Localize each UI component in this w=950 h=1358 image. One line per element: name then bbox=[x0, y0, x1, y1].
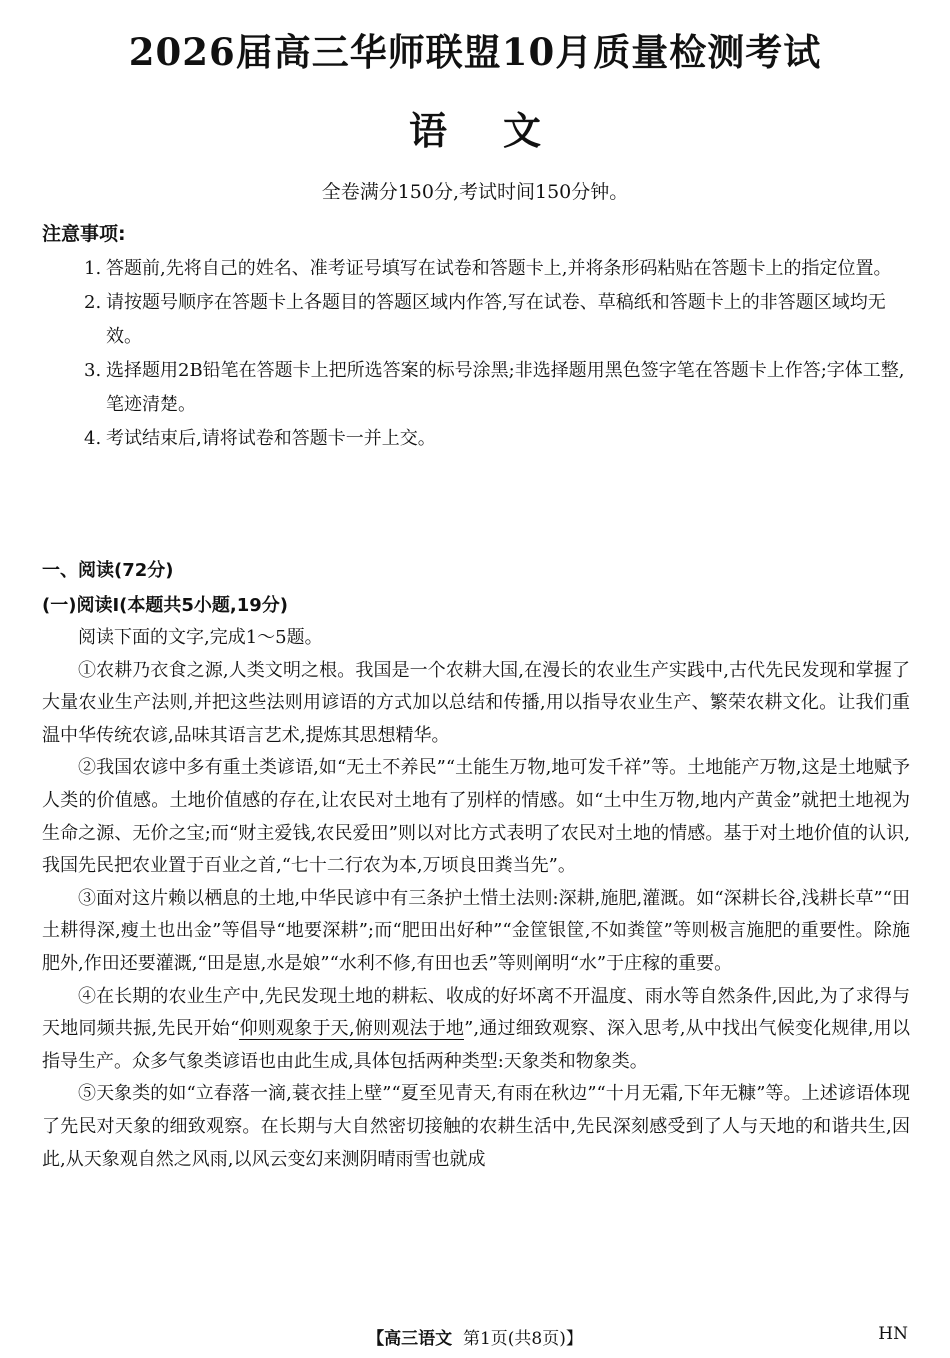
subject-char-2: 文 bbox=[503, 109, 542, 153]
reading-instruction: 阅读下面的文字,完成1～5题。 bbox=[78, 627, 323, 648]
passage-paragraph: ②我国农谚中多有重土类谚语,如“无土不养民”“土能生万物,地可发千祥”等。土地能产万物,这是土地赋予人类的价值感。土地价值感的存在,让农民对土地有了别样的情感。如“土中生万物,地内产黄金”就把土地视为生命之源、无价之宝;而“财主爱钱,农民爱田”则以对比方式表明了农民对土地的情感。基于对土地价值的认识,我国先民把农业置于百业之首,“七十二行农为本,万顷良田粪当先”。 bbox=[42, 757, 910, 877]
notice-item-text: 考试结束后,请将试卷和答题卡一并上交。 bbox=[106, 428, 436, 449]
passage-paragraph: ③面对这片赖以栖息的土地,中华民谚中有三条护土惜土法则:深耕,施肥,灌溉。如“深耕长谷,浅耕长草”“田土耕得深,瘦土也出金”等倡导“地要深耕”;而“肥田出好种”“金筐银筐,不如粪筐”等则极言施肥的重要性。除施肥外,作田还要灌溉,“田是崽,水是娘”“水利不修,有田也丢”等则阐明“水”于庄稼的重要。 bbox=[42, 887, 910, 974]
paragraph-text: ”,通过细致观察、深入思考,从中找出气候变化规律,用以指导生产。众多气象类谚语也由此生成,具体包括两种类型:天象类和物象类。 bbox=[42, 1018, 910, 1072]
region-code: HN bbox=[878, 1324, 908, 1344]
subject-char-1: 语 bbox=[408, 109, 447, 153]
reading-passage bbox=[42, 622, 910, 1176]
notice-list bbox=[84, 252, 914, 456]
exam-title: 2026届高三华师联盟10月质量检测考试 bbox=[128, 30, 822, 74]
score-line: 全卷满分150分,考试时间150分钟。 bbox=[321, 181, 629, 203]
notice-item-number: 1. bbox=[84, 258, 102, 279]
notice-item-number: 3. bbox=[84, 360, 102, 381]
paragraph-text: ④在长期的农业生产中,先民发现土地的耕耘、收成的好坏离不开温度、雨水等自然条件,因此,为了求得与天地同频共振,先民开始“ bbox=[42, 985, 910, 1040]
passage-paragraph: ①农耕乃衣食之源,人类文明之根。我国是一个农耕大国,在漫长的农业生产实践中,古代先民发现和掌握了大量农业生产法则,并把这些法则用谚语的方式加以总结和传播,用以指导农业生产、繁荣农耕文化。让我们重温中华传统农谚,品味其语言艺术,提炼其思想精华。 bbox=[42, 659, 910, 746]
footer-label: 【高三语文 bbox=[367, 1329, 453, 1349]
part-title: 一、阅读(72分) bbox=[42, 560, 174, 581]
passage-paragraph bbox=[42, 981, 910, 1079]
notice-item-number: 2. bbox=[84, 292, 102, 313]
notice-item bbox=[84, 286, 914, 354]
notice-item bbox=[84, 252, 914, 286]
notice-item bbox=[84, 354, 914, 422]
underlined-quote: 仰则观象于天,俯则观法于地 bbox=[239, 1018, 465, 1040]
page-footer bbox=[0, 1324, 950, 1349]
notice-heading: 注意事项: bbox=[42, 223, 126, 245]
notice-item-text: 请按题号顺序在答题卡上各题目的答题区域内作答,写在试卷、草稿纸和答题卡上的非答题区域均无效。 bbox=[106, 292, 886, 347]
footer-page-number: 第1页(共8页)】 bbox=[462, 1329, 583, 1349]
notice-item-text: 选择题用2B铅笔在答题卡上把所选答案的标号涂黑;非选择题用黑色签字笔在答题卡上作答;字体工整,笔迹清楚。 bbox=[106, 360, 905, 415]
section-title: (一)阅读Ⅰ(本题共5小题,19分) bbox=[42, 595, 289, 616]
subject-title bbox=[0, 100, 950, 155]
notice-item bbox=[84, 422, 914, 456]
passage-paragraph: ⑤天象类的如“立春落一滴,蓑衣挂上壁”“夏至见青天,有雨在秋边”“十月无霜,下年无糠”等。上述谚语体现了先民对天象的细致观察。在长期与大自然密切接触的农耕生活中,先民深刻感受到了人与天地的和谐共生,因此,从天象观自然之风雨,以风云变幻来测阴晴雨雪也就成 bbox=[42, 1083, 910, 1170]
notice-item-number: 4. bbox=[84, 428, 102, 449]
notice-item-text: 答题前,先将自己的姓名、准考证号填写在试卷和答题卡上,并将条形码粘贴在答题卡上的指定位置。 bbox=[106, 258, 892, 279]
